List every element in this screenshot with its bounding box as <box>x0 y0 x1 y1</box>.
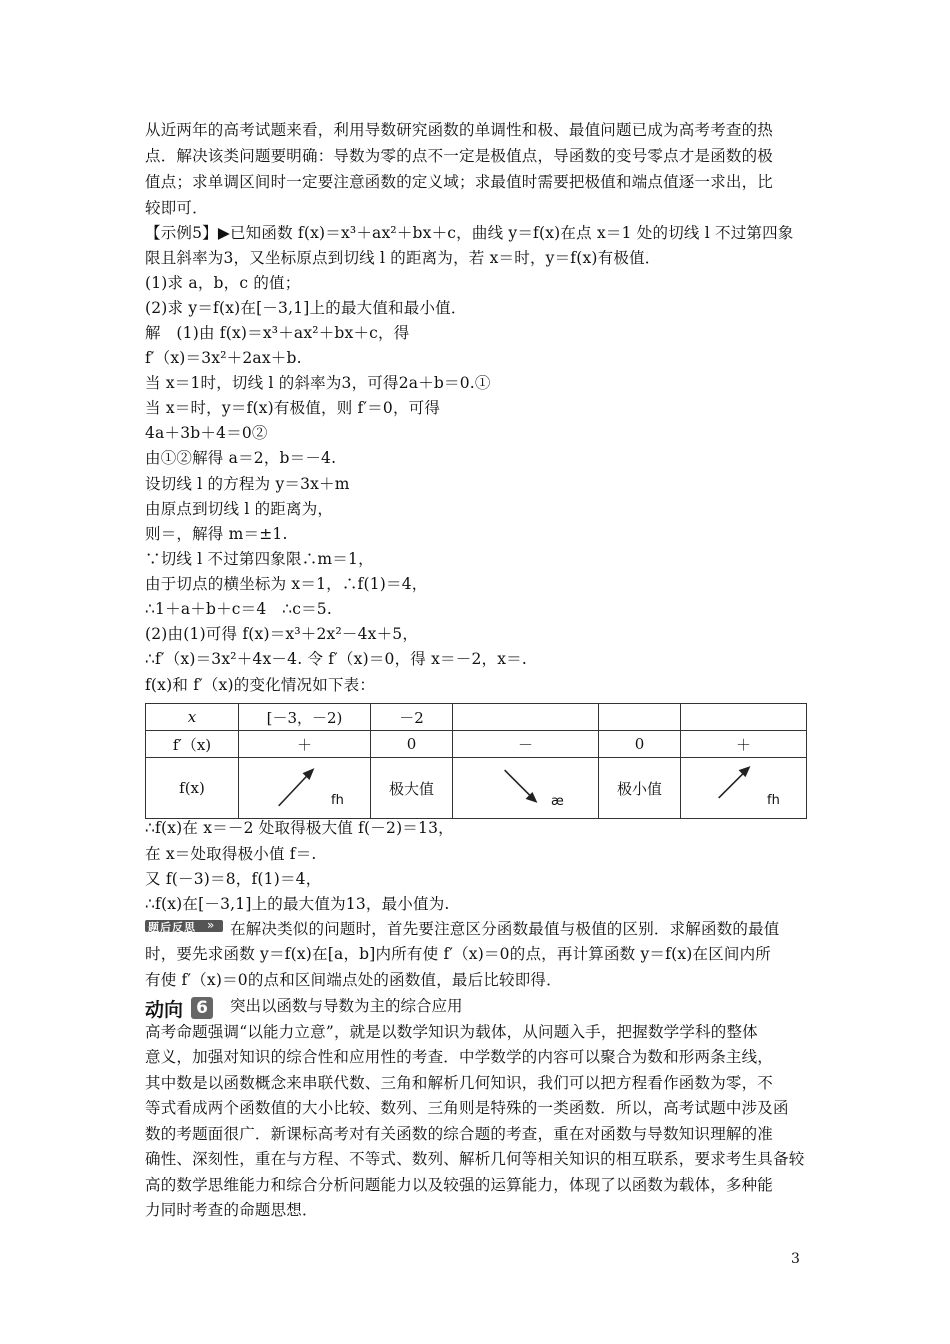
section-number: 6 <box>191 997 213 1019</box>
text-line: ∴1＋a＋b＋c＝4 ∴c＝5. <box>145 600 332 618</box>
table-cell <box>453 704 599 731</box>
table-cell: －2 <box>371 704 453 731</box>
table-cell: f(x) <box>146 758 239 819</box>
table-cell: 极大值 <box>371 758 453 819</box>
table-symbol: æ <box>551 794 564 809</box>
text-line: 在 x＝处取得极小值 f＝. <box>145 845 317 863</box>
table-cell: － <box>453 731 599 758</box>
page-number: 3 <box>791 1251 800 1267</box>
text-line: 在解决类似的问题时，首先要注意区分函数最值与极值的区别．求解函数的最值 <box>230 920 780 938</box>
text-line: ∴f′（x)＝3x²＋4x－4. 令 f′（x)＝0，得 x＝－2，x＝. <box>145 650 527 668</box>
table-row <box>146 758 807 819</box>
text-line: 4a＋3b＋4＝0② <box>145 424 268 442</box>
table-row <box>146 704 807 731</box>
text-line: 又 f(－3)＝8，f(1)＝4， <box>145 870 322 888</box>
text-line: 解 (1)由 f(x)＝x³＋ax²＋bx＋c，得 <box>145 324 410 342</box>
text-line: 其中数是以函数概念来串联代数、三角和解析几何知识，我们可以把方程看作函数为零，不 <box>145 1074 774 1092</box>
variation-table <box>145 703 806 817</box>
text-line: 确性、深刻性，重在与方程、不等式、数列、解析几何等相关知识的相互联系，要求考生具备较 <box>145 1150 805 1168</box>
text-line: 限且斜率为3，又坐标原点到切线 l 的距离为，若 x＝时，y＝f(x)有极值． <box>145 249 661 267</box>
text-line: 点．解决该类问题要明确：导数为零的点不一定是极值点，导函数的变号零点才是函数的极 <box>145 147 774 165</box>
text-line: ∴f(x)在[－3,1]上的最大值为13，最小值为. <box>145 895 450 913</box>
text-line: ∴f(x)在 x＝－2 处取得极大值 f(－2)＝13， <box>145 819 454 837</box>
reflection-badge: 题后反思 » <box>145 917 223 935</box>
double-chevron-icon: » <box>207 918 215 932</box>
text-line: 当 x＝1时，切线 l 的斜率为3，可得2a＋b＝0.① <box>145 374 491 392</box>
text-line: (2)求 y＝f(x)在[－3,1]上的最大值和最小值． <box>145 299 467 317</box>
table-cell: f′（x) <box>146 731 239 758</box>
text-line: 由于切点的横坐标为 x＝1，∴f(1)＝4， <box>145 575 428 593</box>
table-cell <box>681 704 807 731</box>
text-line: (2)由(1)可得 f(x)＝x³＋2x²－4x＋5， <box>145 625 419 643</box>
text-line: 力同时考查的命题思想． <box>145 1201 318 1219</box>
table-cell-increasing <box>681 758 807 819</box>
table-cell: ＋ <box>681 731 807 758</box>
text-line: 有使 f′（x)＝0的点和区间端点处的函数值，最后比较即得． <box>145 971 562 989</box>
text-line: 由①②解得 a＝2，b＝－4. <box>145 449 337 467</box>
text-line: 从近两年的高考试题来看，利用导数研究函数的单调性和极、最值问题已成为高考考查的热 <box>145 121 774 139</box>
text-line: 时，要先求函数 y＝f(x)在[a，b]内所有使 f′（x)＝0的点，再计算函数 y＝f(x)在区间内所 <box>145 945 772 963</box>
text-line: 由原点到切线 l 的距离为， <box>145 500 334 518</box>
text-line: f′（x)＝3x²＋2ax＋b. <box>145 349 302 367</box>
increasing-arrow-icon <box>681 758 806 818</box>
text-line: 意义，加强对知识的综合性和应用性的考查．中学数学的内容可以聚合为数和形两条主线， <box>145 1048 774 1066</box>
text-line: 较即可． <box>145 199 208 217</box>
decreasing-arrow-icon <box>453 758 598 818</box>
text-line: 值点；求单调区间时一定要注意函数的定义域；求最值时需要把极值和端点值逐一求出，比 <box>145 173 774 191</box>
table-cell: 0 <box>371 731 453 758</box>
increasing-arrow-icon <box>239 758 370 818</box>
table-cell <box>599 704 681 731</box>
table-cell-decreasing <box>453 758 599 819</box>
table-symbol: fh <box>767 793 780 808</box>
table-cell: [－3，－2) <box>239 704 371 731</box>
table-cell: x <box>146 704 239 731</box>
section-title: 突出以函数与导数为主的综合应用 <box>230 997 463 1015</box>
text-line: ∵切线 l 不过第四象限∴m＝1， <box>145 550 374 568</box>
text-line: 当 x＝时，y＝f(x)有极值，则 f′＝0，可得 <box>145 399 441 417</box>
section-label: 动向 6 <box>145 995 225 1021</box>
text-line: 设切线 l 的方程为 y＝3x＋m <box>145 475 350 493</box>
text-line: f(x)和 f′（x)的变化情况如下表： <box>145 676 376 694</box>
text-line: (1)求 a，b，c 的值； <box>145 274 301 292</box>
table-cell: 极小值 <box>599 758 681 819</box>
table-cell-increasing <box>239 758 371 819</box>
table-row <box>146 731 807 758</box>
table-cell: 0 <box>599 731 681 758</box>
text-line: 则＝，解得 m＝±1. <box>145 525 288 543</box>
text-line: 数的考题面很广．新课标高考对有关函数的综合题的考查，重在对函数与导数知识理解的准 <box>145 1125 774 1143</box>
table-cell: ＋ <box>239 731 371 758</box>
text-line: 高考命题强调“以能力立意”，就是以数学知识为载体，从问题入手，把握数学学科的整体 <box>145 1023 758 1041</box>
text-line: 等式看成两个函数值的大小比较、数列、三角则是特殊的一类函数．所以，高考试题中涉及函 <box>145 1099 789 1117</box>
example-heading: 【示例5】▶已知函数 f(x)＝x³＋ax²＋bx＋c，曲线 y＝f(x)在点 x＝1 处的切线 l 不过第四象 <box>145 224 794 242</box>
table-symbol: fh <box>331 793 344 808</box>
text-line: 高的数学思维能力和综合分析问题能力以及较强的运算能力，体现了以函数为载体，多种能 <box>145 1176 774 1194</box>
